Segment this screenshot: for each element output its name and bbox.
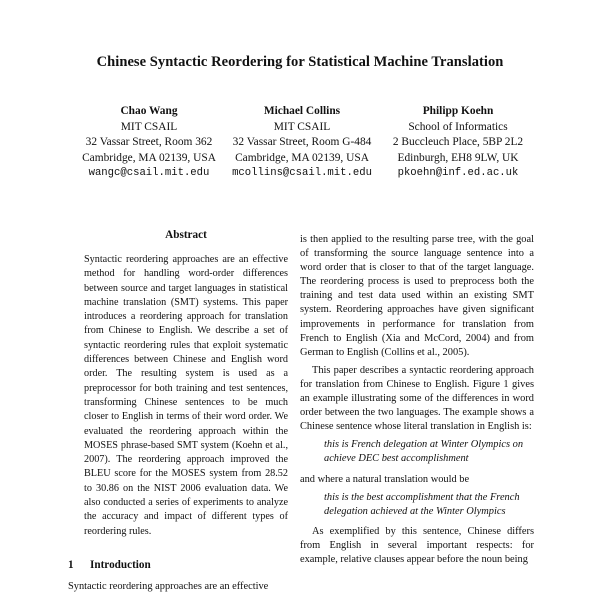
abstract-heading: Abstract [165,229,207,241]
section-title: Introduction [90,559,151,571]
right-paragraph-3: and where a natural translation would be [300,473,470,485]
author-block-3 [378,104,538,182]
section-heading [68,559,151,571]
author-name: Philipp Koehn [422,105,494,117]
author-affiliation: School of Informatics [408,120,508,133]
author-email: wangc@csail.mit.edu [88,167,210,180]
author-email: mcollins@csail.mit.edu [232,167,372,180]
author-name: Michael Collins [263,105,341,117]
author-address-line-1: 32 Vassar Street, Room G-484 [232,136,372,149]
abstract-text: Syntactic reordering approaches are an effective method for handling word-order differences between source and target languages in statistical machine translation (SMT) systems. This paper introduces a reordering approach for translation from Chinese to English. We describe a set of syntactic reordering rules that exploit systematic differences between Chinese and English word order. The resulting system is used as a preprocessor for both training and test sentences, transforming Chinese sentences to be much closer to English in terms of their word order. We evaluated the reordering approach within the MOSES phrase-based SMT system (Koehn et al., 2007). The reordering approach improved the BLEU score for the MOSES system from 28.52 to 30.86 on the NIST 2006 evaluation data. We also conducted a series of experiments to analyze the accuracy and impact of different types of reordering rules. [84,254,288,537]
author-block-1 [72,104,226,182]
author-block-2 [222,104,382,182]
author-name: Chao Wang [120,105,178,117]
right-paragraph-2: This paper describes a syntactic reordering approach for translation from Chinese to English. Figure 1 gives an example illustrating some of the differences in word order between the two languages. The example shows a Chinese sentence whose literal translation in English is: [300,364,534,433]
author-affiliation: MIT CSAIL [273,120,331,133]
example-natural-translation: this is the best accomplishment that the French delegation achieved at the Winter Olympics [324,491,520,517]
author-address-line-2: Cambridge, MA 02139, USA [82,151,216,164]
author-affiliation: MIT CSAIL [120,120,178,133]
intro-paragraph: Syntactic reordering approaches are an effective [68,581,269,592]
author-address-line-2: Cambridge, MA 02139, USA [235,151,369,164]
paper-title: Chinese Syntactic Reordering for Statistical Machine Translation [96,54,504,70]
author-address-line-1: 32 Vassar Street, Room 362 [85,136,213,149]
abstract-body [84,253,288,539]
author-email: pkoehn@inf.ed.ac.uk [397,167,519,180]
right-column [300,233,534,571]
author-address-line-2: Edinburgh, EH8 9LW, UK [397,151,519,164]
example-literal-translation: this is French delegation at Winter Olympics on achieve DEC best accomplishment [324,439,524,465]
right-paragraph-1: is then applied to the resulting parse tree, with the goal of transforming the source language sentence into a word order that is closer to that of the target language. The reordering process is used to preprocess both the training and test data used within an existing SMT system. Reordering approaches have given significant improvements in performance for translation from French to English (Xia and McCord, 2004) and from German to English (Collins et al., 2005). [300,234,534,358]
section-number: 1 [68,559,74,571]
right-paragraph-4: As exemplified by this sentence, Chinese differs from English in several important respects: for example, relative clauses appear before the noun being [300,525,534,565]
author-address-line-1: 2 Buccleuch Place, 5BP 2L2 [392,136,524,149]
